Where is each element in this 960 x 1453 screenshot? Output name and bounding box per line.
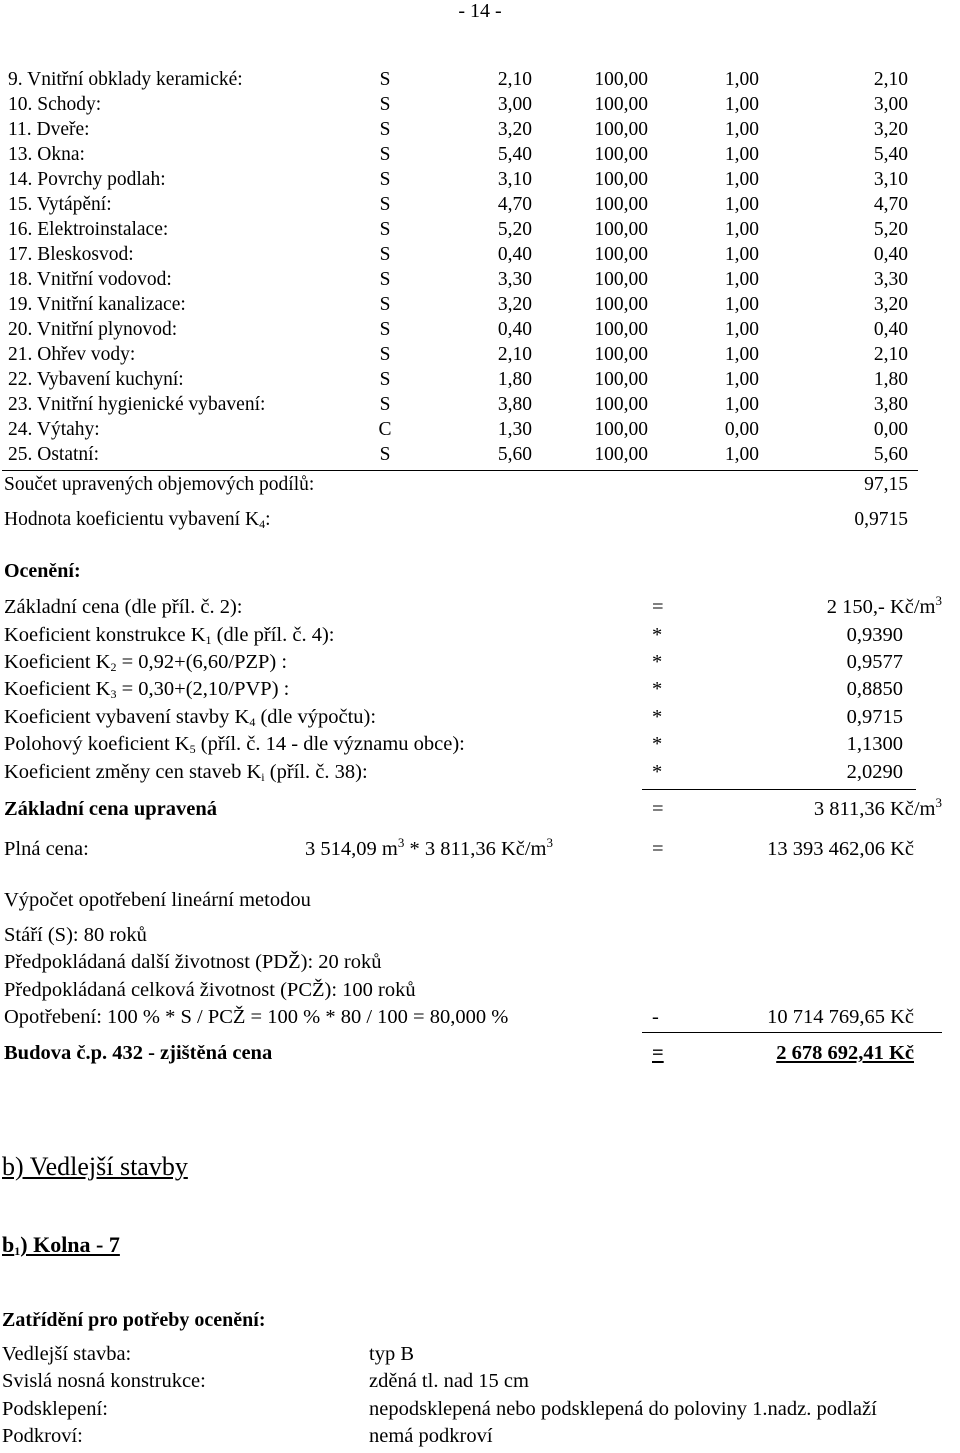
table-row <box>0 294 920 319</box>
table-row <box>0 419 920 444</box>
component-type: S <box>379 294 391 315</box>
component-coefficient: 0,00 <box>724 419 759 440</box>
component-type: S <box>379 244 391 265</box>
table-row <box>0 344 920 369</box>
component-share: 1,80 <box>497 369 532 390</box>
sum-label: Součet upravených objemových podílů: <box>4 474 315 495</box>
valuation-operator: * <box>652 706 663 728</box>
component-share: 3,20 <box>497 294 532 315</box>
valuation-row <box>0 678 960 706</box>
component-coefficient: 1,00 <box>724 119 759 140</box>
component-type: S <box>379 269 391 290</box>
depreciation-title: Výpočet opotřebení lineární metodou <box>4 889 311 911</box>
full-price-formula: 3 514,09 $m^3 * 3$ 811,36 $Kč/m^3$ <box>305 835 553 860</box>
component-name: 20. Vnitřní plynovod: <box>8 319 178 340</box>
component-type: S <box>379 344 391 365</box>
component-name: 16. Elektroinstalace: <box>8 219 169 240</box>
component-type: S <box>379 119 391 140</box>
full-price-operator: = <box>652 838 664 860</box>
table-row <box>0 219 920 244</box>
full-price-value: 13 393 462,06 Kč <box>767 838 914 860</box>
component-percent: 100,00 <box>594 94 648 115</box>
component-adjusted-share: 0,00 <box>873 419 908 440</box>
classification-heading: Zatřídění pro potřeby ocenění: <box>2 1309 266 1331</box>
component-share: 5,40 <box>497 144 532 165</box>
depreciation-divider <box>642 1032 942 1033</box>
component-name: 18. Vnitřní vodovod: <box>8 269 172 290</box>
component-adjusted-share: 5,40 <box>873 144 908 165</box>
subsection-heading: $b_1$) Kolna - 7 <box>2 1232 120 1258</box>
result-label: Budova č.p. 432 - zjištěná cena <box>4 1042 273 1064</box>
component-percent: 100,00 <box>594 319 648 340</box>
adjusted-price-row <box>0 795 960 826</box>
depreciation-row <box>0 1006 960 1034</box>
valuation-value: 2,0290 <box>846 761 903 783</box>
depreciation-formula: Opotřebení: 100 % * S / PCŽ = 100 % * 80 / 100 = 80,000 % <box>4 1006 509 1028</box>
valuation-row <box>0 651 960 679</box>
component-type: S <box>379 219 391 240</box>
table-row <box>0 94 920 119</box>
classification-label: Svislá nosná konstrukce: <box>2 1370 206 1392</box>
k4-label: Hodnota koeficientu vybavení $K_4$: <box>4 509 271 531</box>
table-divider <box>2 470 918 471</box>
component-name: 25. Ostatní: <box>8 444 99 465</box>
sum-value: 97,15 <box>864 474 908 495</box>
component-type: S <box>379 394 391 415</box>
component-percent: 100,00 <box>594 194 648 215</box>
component-adjusted-share: 3,10 <box>873 169 908 190</box>
component-type: S <box>379 169 391 190</box>
table-row <box>0 394 920 419</box>
k4-value: 0,9715 <box>854 509 908 530</box>
component-coefficient: 1,00 <box>724 144 759 165</box>
valuation-divider <box>642 789 916 790</box>
component-name: 21. Ohřev vody: <box>8 344 136 365</box>
component-name: 13. Okna: <box>8 144 85 165</box>
classification-label: Podsklepení: <box>2 1398 108 1420</box>
table-row <box>0 244 920 269</box>
component-type: S <box>379 69 391 90</box>
component-percent: 100,00 <box>594 269 648 290</box>
result-row <box>0 1042 960 1070</box>
age-line: Stáří (S): 80 roků <box>4 924 147 946</box>
component-percent: 100,00 <box>594 294 648 315</box>
component-share: 1,30 <box>497 419 532 440</box>
component-adjusted-share: 0,40 <box>873 319 908 340</box>
component-name: 22. Vybavení kuchyní: <box>8 369 184 390</box>
component-adjusted-share: 1,80 <box>873 369 908 390</box>
component-percent: 100,00 <box>594 219 648 240</box>
classification-label: Vedlejší stavba: <box>2 1343 132 1365</box>
valuation-operator: * <box>652 651 663 673</box>
valuation-row <box>0 761 960 789</box>
pdz-line: Předpokládaná další životnost (PDŽ): 20 roků <box>4 951 382 973</box>
component-adjusted-share: 0,40 <box>873 244 908 265</box>
valuation-label: Základní cena (dle příl. č. 2): <box>4 596 243 618</box>
component-name: 14. Povrchy podlah: <box>8 169 166 190</box>
component-name: 9. Vnitřní obklady keramické: <box>8 69 243 90</box>
component-adjusted-share: 3,80 <box>873 394 908 415</box>
classification-value: nemá podkroví <box>369 1425 493 1447</box>
component-share: 3,30 <box>497 269 532 290</box>
valuation-row <box>0 593 960 624</box>
valuation-value: 1,1300 <box>846 733 903 755</box>
component-coefficient: 1,00 <box>724 69 759 90</box>
table-row <box>0 194 920 219</box>
adjusted-price-value: 3 811,36 $Kč/m^3$ <box>813 795 942 820</box>
component-name: 19. Vnitřní kanalizace: <box>8 294 186 315</box>
component-adjusted-share: 2,10 <box>873 69 908 90</box>
component-percent: 100,00 <box>594 144 648 165</box>
component-share: 3,20 <box>497 119 532 140</box>
classification-value: typ B <box>369 1343 414 1365</box>
valuation-value: 0,9715 <box>846 706 903 728</box>
component-share: 0,40 <box>497 244 532 265</box>
component-coefficient: 1,00 <box>724 444 759 465</box>
classification-label: Podkroví: <box>2 1425 83 1447</box>
valuation-row <box>0 706 960 734</box>
component-coefficient: 1,00 <box>724 219 759 240</box>
table-row <box>0 119 920 144</box>
component-share: 0,40 <box>497 319 532 340</box>
valuation-value: 0,9390 <box>846 624 903 646</box>
component-name: 24. Výtahy: <box>8 419 100 440</box>
component-coefficient: 1,00 <box>724 244 759 265</box>
component-percent: 100,00 <box>594 69 648 90</box>
component-name: 17. Bleskosvod: <box>8 244 134 265</box>
component-share: 2,10 <box>497 344 532 365</box>
component-adjusted-share: 3,00 <box>873 94 908 115</box>
valuation-value: 0,9577 <box>846 651 903 673</box>
component-share: 5,20 <box>497 219 532 240</box>
component-coefficient: 1,00 <box>724 294 759 315</box>
component-type: C <box>378 419 392 440</box>
component-name: 15. Vytápění: <box>8 194 112 215</box>
result-value: 2 678 692,41 Kč <box>776 1042 914 1064</box>
component-coefficient: 1,00 <box>724 94 759 115</box>
component-share: 3,10 <box>497 169 532 190</box>
component-share: 4,70 <box>497 194 532 215</box>
full-price-row <box>0 835 960 866</box>
valuation-label: Koeficient $K_3 = 0,30+(2,10/PVP)$ : <box>4 678 290 701</box>
valuation-operator: = <box>652 596 664 618</box>
table-row <box>0 319 920 344</box>
component-coefficient: 1,00 <box>724 169 759 190</box>
component-share: 3,00 <box>497 94 532 115</box>
component-coefficient: 1,00 <box>724 369 759 390</box>
component-share: 5,60 <box>497 444 532 465</box>
component-adjusted-share: 4,70 <box>873 194 908 215</box>
adjusted-price-label: Základní cena upravená <box>4 798 218 820</box>
result-operator: = <box>652 1042 664 1064</box>
valuation-row <box>0 733 960 761</box>
component-coefficient: 1,00 <box>724 269 759 290</box>
page-number: - 14 - <box>458 0 502 22</box>
valuation-row <box>0 624 960 652</box>
table-row <box>0 269 920 294</box>
valuation-operator: * <box>652 761 663 783</box>
valuation-label: Polohový koeficient $K_5$ (příl. č. 14 - dle významu obce): <box>4 733 465 756</box>
component-type: S <box>379 94 391 115</box>
component-percent: 100,00 <box>594 344 648 365</box>
valuation-label: Koeficient konstrukce $K_1$ (dle příl. č. 4): <box>4 624 335 647</box>
component-percent: 100,00 <box>594 169 648 190</box>
component-percent: 100,00 <box>594 419 648 440</box>
adjusted-price-operator: = <box>652 798 664 820</box>
valuation-label: Koeficient změny cen staveb $K_i$ (příl. č. 38): <box>4 761 368 784</box>
full-price-label: Plná cena: <box>4 838 89 860</box>
pcz-line: Předpokládaná celková životnost (PCŽ): 100 roků <box>4 979 416 1001</box>
classification-value: zděná tl. nad 15 cm <box>369 1370 529 1392</box>
component-percent: 100,00 <box>594 394 648 415</box>
valuation-operator: * <box>652 624 663 646</box>
section-heading: b) Vedlejší stavby <box>2 1152 188 1181</box>
component-name: 11. Dveře: <box>8 119 90 140</box>
table-row <box>0 69 920 94</box>
component-type: S <box>379 194 391 215</box>
component-adjusted-share: 5,60 <box>873 444 908 465</box>
component-coefficient: 1,00 <box>724 319 759 340</box>
valuation-label: Koeficient vybavení stavby $K_4$ (dle výpočtu): <box>4 706 377 729</box>
valuation-value: 2 150,- $Kč/m^3$ <box>826 593 942 618</box>
table-row <box>0 369 920 394</box>
component-adjusted-share: 3,30 <box>873 269 908 290</box>
classification-value: nepodsklepená nebo podsklepená do poloviny 1.nadz. podlaží <box>369 1398 877 1420</box>
component-share: 3,80 <box>497 394 532 415</box>
component-type: S <box>379 144 391 165</box>
table-row <box>0 169 920 194</box>
component-percent: 100,00 <box>594 444 648 465</box>
valuation-operator: * <box>652 678 663 700</box>
component-adjusted-share: 3,20 <box>873 119 908 140</box>
oceneni-heading: Ocenění: <box>4 560 81 582</box>
component-percent: 100,00 <box>594 369 648 390</box>
component-percent: 100,00 <box>594 119 648 140</box>
component-percent: 100,00 <box>594 244 648 265</box>
component-adjusted-share: 2,10 <box>873 344 908 365</box>
table-row <box>0 444 920 469</box>
component-type: S <box>379 444 391 465</box>
component-share: 2,10 <box>497 69 532 90</box>
valuation-value: 0,8850 <box>846 678 903 700</box>
table-row <box>0 144 920 169</box>
valuation-operator: * <box>652 733 663 755</box>
component-type: S <box>379 369 391 390</box>
component-coefficient: 1,00 <box>724 394 759 415</box>
component-name: 10. Schody: <box>8 94 102 115</box>
component-coefficient: 1,00 <box>724 194 759 215</box>
component-adjusted-share: 5,20 <box>873 219 908 240</box>
component-type: S <box>379 319 391 340</box>
component-name: 23. Vnitřní hygienické vybavení: <box>8 394 266 415</box>
valuation-label: Koeficient $K_2 = 0,92+(6,60/PZP)$ : <box>4 651 288 674</box>
depreciation-value: 10 714 769,65 Kč <box>767 1006 914 1028</box>
component-adjusted-share: 3,20 <box>873 294 908 315</box>
depreciation-operator: - <box>652 1006 659 1028</box>
component-coefficient: 1,00 <box>724 344 759 365</box>
